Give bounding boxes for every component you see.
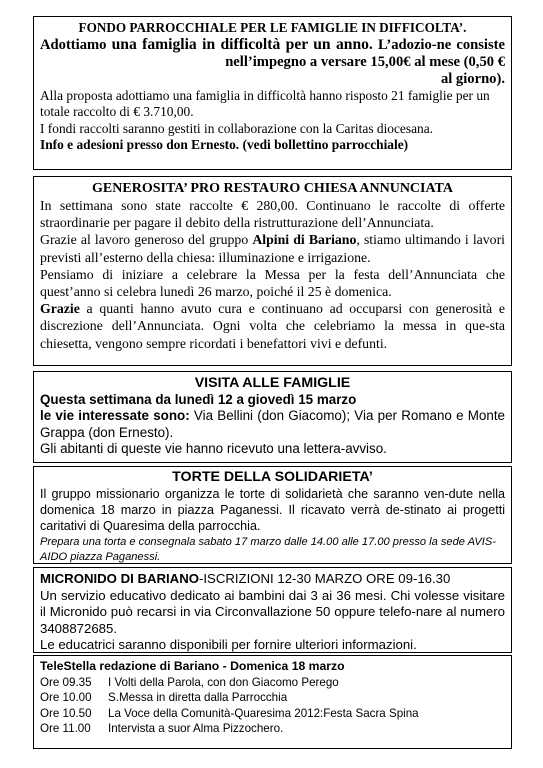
visita-line-2 — [40, 408, 505, 441]
torte-note: Prepara una torta e consegnala sabato 17 marzo dalle 14.00 alle 17.00 presso la sede AVIS-AIDO piazza Paganessi. — [40, 535, 496, 563]
fondo-body-1: Alla proposta adottiamo una famiglia in difficoltà hanno risposto 21 famiglie per un totale raccolto di € 3.710,00. — [40, 88, 490, 120]
schedule-text: I Volti della Parola, con don Giacomo Perego — [108, 675, 339, 689]
schedule-time: Ore 10.50 — [40, 706, 92, 720]
micronido-body-2: Le educatrici saranno disponibili per fornire ulteriori informazioni. — [40, 637, 417, 652]
fondo-lead-end — [40, 71, 505, 88]
schedule-text: S.Messa in diretta dalla Parrocchia — [108, 691, 288, 704]
fondo-info: Info e adesioni presso don Ernesto. (vedi bollettino parrocchiale) — [40, 137, 409, 153]
schedule-row — [40, 721, 505, 737]
generosita-title: GENEROSITA’ PRO RESTAURO CHIESA ANNUNCIATA — [92, 181, 453, 196]
torte-body: Il gruppo missionario organizza le torte di solidarietà che saranno ven-dute nella domenica 18 marzo in piazza Paganessi. Il ricavato verrà de-stinato ai progetti caritativi di Quaresima della parrocchia. — [40, 487, 505, 534]
micronido-title-b: -ISCRIZIONI 12-30 MARZO ORE 09-16.30 — [198, 571, 451, 586]
fondo-parrocchiale-box — [33, 16, 512, 170]
generosita-p2-c: , stiamo ultimando i lavori previsti all’esterno della chiesa: illuminazione e irrigazione. — [40, 232, 505, 265]
generosita-p2-a: Grazie al lavoro generoso del gruppo — [40, 232, 253, 248]
generosita-p4-a: Grazie — [40, 301, 80, 317]
fondo-lead-a: Adottiamo — [40, 37, 112, 53]
schedule-time: Ore 09.35 — [40, 675, 92, 689]
visita-title: VISITA ALLE FAMIGLIE — [194, 375, 351, 391]
torte-box — [33, 466, 512, 564]
fondo-title: FONDO PARROCCHIALE PER LE FAMIGLIE IN DIFFICOLTA’. — [78, 20, 467, 35]
generosita-p4-b: a quanti hanno avuto cura e continuano ad occuparsi con generosità e discrezione dell’Annunciata. Ogni volta che celebriamo la messa in que-sta chiesetta, vengono sempre ricordati i benefattori vivi e defunti. — [40, 301, 505, 351]
fondo-lead-d: al giorno). — [440, 71, 505, 87]
generosita-p1: In settimana sono state raccolte € 280,00. Continuano le raccolte di offerte straordinarie per pagare il debito della ristrutturazione dell’Annunciata. — [40, 198, 505, 231]
generosita-p3: Pensiamo di iniziare a celebrare la Messa per la festa dell’Annunciata che quest’anno si celebra lunedì 26 marzo, poiché il 25 è domenica. — [40, 266, 505, 300]
micronido-box — [33, 567, 512, 653]
visita-line-2-a: le vie interessate sono: — [40, 408, 190, 424]
schedule-text: La Voce della Comunità-Quaresima 2012:Festa Sacra Spina — [108, 706, 419, 720]
fondo-lead — [40, 36, 505, 71]
schedule-row — [40, 690, 505, 706]
micronido-title — [40, 571, 505, 588]
micronido-body: Un servizio educativo dedicato ai bambini dai 3 ai 36 mesi. Chi volesse visitare il Micronido può recarsi in via Circonvallazione 50 oppure telefo-nare al numero 3408872685. — [40, 587, 505, 636]
generosita-box — [33, 176, 512, 366]
telestella-title: TeleStella redazione di Bariano - Domenica 18 marzo — [40, 659, 345, 673]
visita-line-2-b: Via Bellini (don Giacomo); Via per Romano e Monte Grappa (don Ernesto). — [40, 408, 505, 440]
fondo-lead-b: una famiglia in difficoltà per un anno. — [111, 36, 373, 53]
generosita-p2-b: Alpini di Bariano — [252, 232, 357, 248]
fondo-lead-c: L’adozio-ne consiste nell’impegno a versare 15,00€ al mese (0,50 € — [225, 37, 506, 70]
generosita-p4 — [40, 300, 505, 352]
generosita-p2 — [40, 231, 505, 265]
fondo-body-2: I fondi raccolti saranno gestiti in collaborazione con la Caritas diocesana. — [40, 120, 434, 136]
schedule-row — [40, 675, 505, 691]
visita-box — [33, 371, 512, 463]
telestella-box — [33, 655, 512, 749]
schedule-row — [40, 706, 505, 722]
visita-line-3: Gli abitanti di queste vie hanno ricevuto una lettera-avviso. — [40, 441, 387, 457]
schedule-time: Ore 11.00 — [40, 722, 91, 735]
torte-title: TORTE DELLA SOLIDARIETA’ — [172, 469, 373, 485]
micronido-title-a: MICRONIDO DI BARIANO — [40, 571, 199, 586]
visita-line-1: Questa settimana da lunedì 12 a giovedì 15 marzo — [40, 392, 357, 407]
schedule-text: Intervista a suor Alma Pizzochero. — [108, 722, 284, 735]
schedule-time: Ore 10.00 — [40, 691, 92, 704]
